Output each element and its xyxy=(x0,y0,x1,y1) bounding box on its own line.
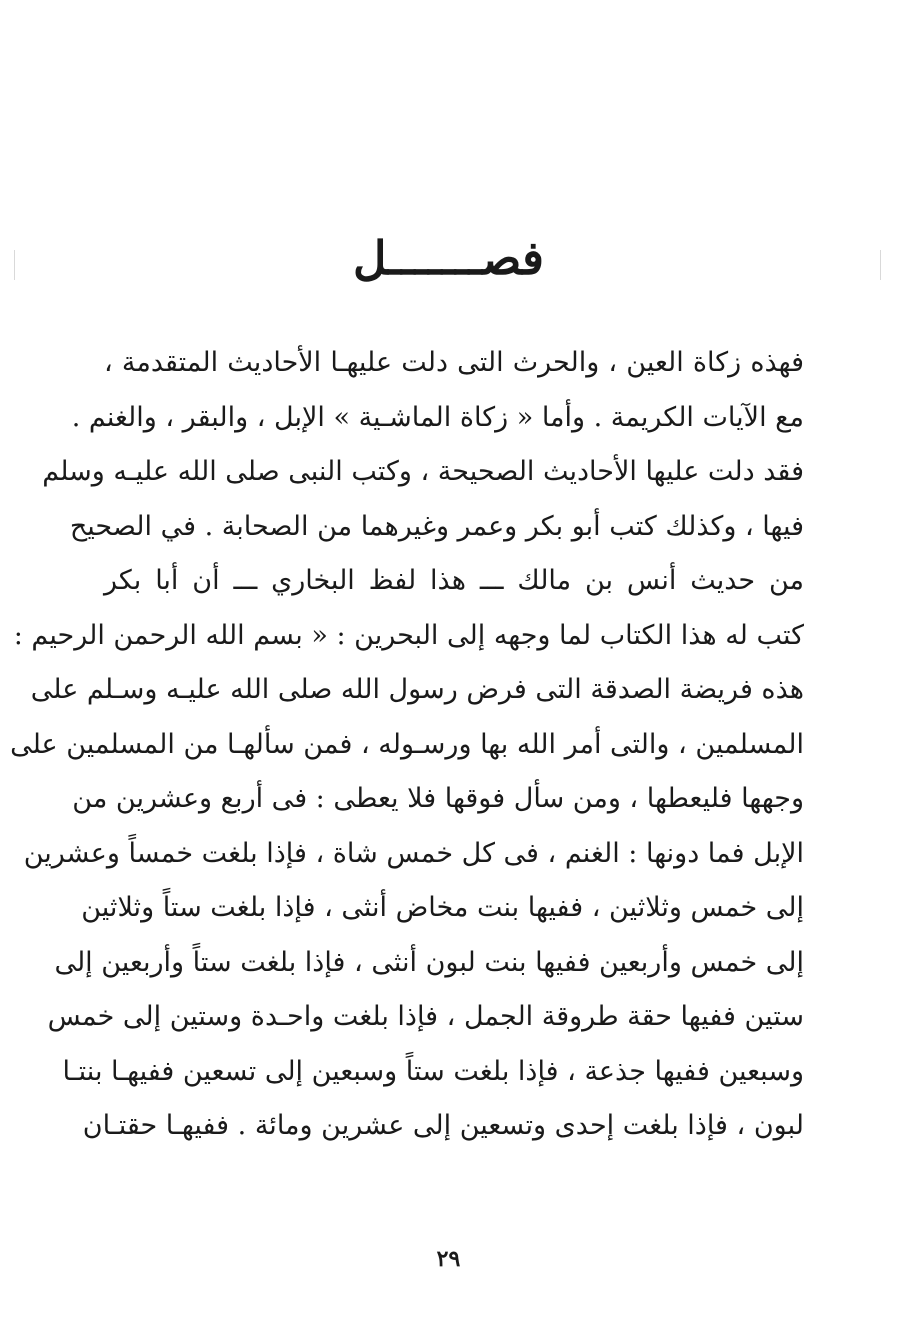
text-line: هذه فريضة الصدقة التى فرض رسول الله صلى الله عليـه وسـلم على xyxy=(30,674,804,705)
text-line: وسبعين ففيها جذعة ، فإذا بلغت ستاً وسبعين إلى تسعين ففيهـا بنتـا xyxy=(62,1055,804,1087)
text-line: إلى خمس وأربعين ففيها بنت لبون أنثى ، فإذا بلغت ستاً وأربعين إلى xyxy=(54,946,804,978)
page-number: ٢٩ xyxy=(436,1246,461,1272)
text-line: فقد دلت عليها الأحاديث الصحيحة ، وكتب النبى صلى الله عليـه وسلم xyxy=(42,456,804,487)
text-line: كتب له هذا الكتاب لما وجهه إلى البحرين : « بسم الله الرحمن الرحيم : xyxy=(13,619,804,651)
text-line: الإبل فما دونها : الغنم ، فى كل خمس شاة ، فإذا بلغت خمساً وعشرين xyxy=(23,837,804,869)
text-line: ستين ففيها حقة طروقة الجمل ، فإذا بلغت واحـدة وستين إلى خمس xyxy=(47,1001,804,1032)
text-line: مع الآيات الكريمة . وأما « زكاة الماشـية » الإبل ، والبقر ، والغنم . xyxy=(71,401,804,433)
text-line: لبون ، فإذا بلغت إحدى وتسعين إلى عشرين ومائة . ففيهـا حقتـان xyxy=(82,1110,804,1141)
text-line: وجهها فليعطها ، ومن سأل فوقها فلا يعطى : فى أربع وعشرين من xyxy=(72,783,804,814)
text-line: المسلمين ، والتى أمر الله بها ورسـوله ، فمن سألهـا من المسلمين على xyxy=(10,728,804,760)
text-line: إلى خمس وثلاثين ، ففيها بنت مخاض أنثى ، فإذا بلغت ستاً وثلاثين xyxy=(81,892,804,923)
text-line: من حديث أنس بن مالك ـــ هذا لفظ البخاري ـــ أن أبا بكر xyxy=(104,565,804,596)
text-line: فهذه زكاة العين ، والحرث التى دلت عليهـا الأحاديث المتقدمة ، xyxy=(104,347,804,378)
text-line: فيها ، وكذلك كتب أبو بكر وعمر وغيرهما من الصحابة . في الصحيح xyxy=(69,510,804,542)
section-heading: فصـــــــل xyxy=(352,231,545,285)
body-paragraph xyxy=(10,336,804,1154)
